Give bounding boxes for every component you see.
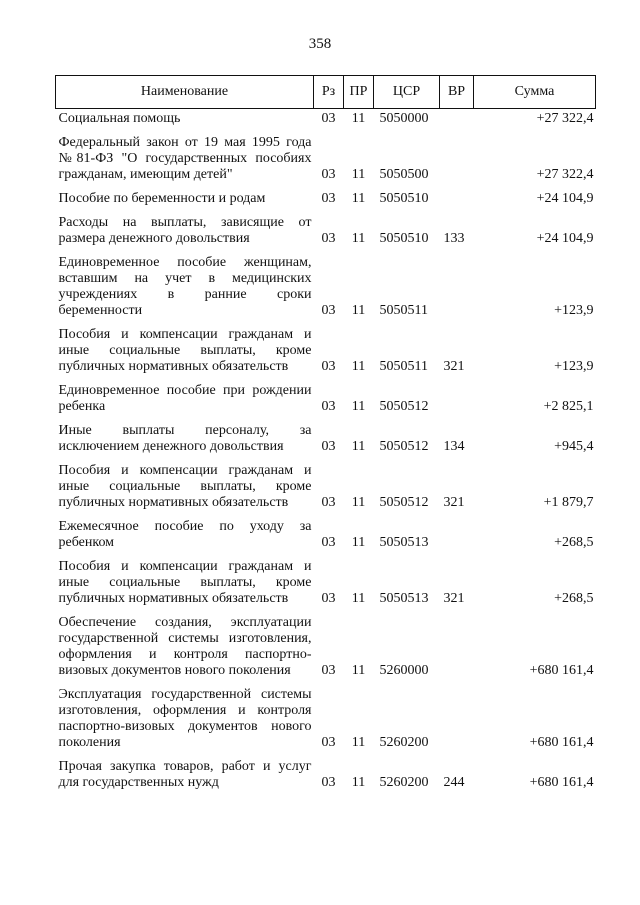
row-sum: +123,9 bbox=[554, 303, 594, 318]
table-row bbox=[56, 325, 596, 381]
header-vr: ВР bbox=[440, 76, 474, 109]
row-vr bbox=[440, 517, 474, 557]
row-vr bbox=[440, 189, 474, 213]
row-name: Эксплуатация государственной системы изготовления, оформления и контроля паспортно-визовых документов нового поколения bbox=[58, 687, 312, 750]
header-csr: ЦСР bbox=[374, 76, 440, 109]
row-pr: 11 bbox=[351, 359, 366, 374]
row-sum: +27 322,4 bbox=[536, 111, 594, 126]
table-row bbox=[56, 421, 596, 461]
table-row bbox=[56, 557, 596, 613]
row-sum: +24 104,9 bbox=[536, 231, 594, 246]
row-rz: 03 bbox=[321, 775, 336, 790]
row-csr: 5050513 bbox=[379, 535, 429, 550]
row-rz: 03 bbox=[321, 111, 336, 126]
row-rz: 03 bbox=[321, 535, 336, 550]
row-rz: 03 bbox=[321, 735, 336, 750]
header-rz: Рз bbox=[314, 76, 344, 109]
table-row bbox=[56, 757, 596, 797]
table-row bbox=[56, 253, 596, 325]
row-name: Пособия и компенсации гражданам и иные социальные выплаты, кроме публичных нормативных обязательств bbox=[58, 327, 312, 374]
row-rz: 03 bbox=[321, 663, 336, 678]
row-name: Иные выплаты персоналу, за исключением денежного довольствия bbox=[58, 423, 312, 454]
row-csr: 5050513 bbox=[379, 591, 429, 606]
row-vr: 321 bbox=[443, 495, 465, 510]
row-csr: 5050512 bbox=[379, 495, 429, 510]
row-pr: 11 bbox=[351, 303, 366, 318]
row-pr: 11 bbox=[351, 775, 366, 790]
row-sum: +2 825,1 bbox=[543, 399, 594, 414]
row-csr: 5260000 bbox=[379, 663, 429, 678]
row-name: Единовременное пособие при рождении ребенка bbox=[58, 383, 312, 414]
row-name: Пособия и компенсации гражданам и иные социальные выплаты, кроме публичных нормативных обязательств bbox=[58, 559, 312, 606]
row-name: Расходы на выплаты, зависящие от размера денежного довольствия bbox=[58, 215, 312, 246]
header-sum: Сумма bbox=[474, 76, 596, 109]
table-row bbox=[56, 133, 596, 189]
table-row bbox=[56, 613, 596, 685]
row-pr: 11 bbox=[351, 535, 366, 550]
row-name: Социальная помощь bbox=[58, 111, 181, 126]
row-rz: 03 bbox=[321, 399, 336, 414]
row-name: Федеральный закон от 19 мая 1995 года №81-ФЗ "О государственных пособиях гражданам, имеющим детей" bbox=[58, 135, 312, 182]
row-sum: +1 879,7 bbox=[543, 495, 594, 510]
row-csr: 5050512 bbox=[379, 399, 429, 414]
row-pr: 11 bbox=[351, 111, 366, 126]
row-vr bbox=[440, 133, 474, 189]
page-number: 358 bbox=[308, 36, 332, 52]
table-row bbox=[56, 685, 596, 757]
row-vr: 321 bbox=[443, 591, 465, 606]
row-rz: 03 bbox=[321, 231, 336, 246]
table-header bbox=[56, 76, 596, 109]
row-csr: 5050511 bbox=[379, 303, 428, 318]
row-pr: 11 bbox=[351, 495, 366, 510]
table-row bbox=[56, 189, 596, 213]
row-name: Пособия и компенсации гражданам и иные социальные выплаты, кроме публичных нормативных обязательств bbox=[58, 463, 312, 510]
row-vr bbox=[440, 253, 474, 325]
row-name: Прочая закупка товаров, работ и услуг для государственных нужд bbox=[58, 759, 312, 790]
row-vr bbox=[440, 381, 474, 421]
row-rz: 03 bbox=[321, 439, 336, 454]
header-row bbox=[56, 76, 596, 109]
row-rz: 03 bbox=[321, 191, 336, 206]
row-pr: 11 bbox=[351, 167, 366, 182]
row-vr: 321 bbox=[443, 359, 465, 374]
row-sum: +27 322,4 bbox=[536, 167, 594, 182]
row-vr bbox=[440, 685, 474, 757]
row-sum: +680 161,4 bbox=[529, 735, 594, 750]
row-rz: 03 bbox=[321, 359, 336, 374]
row-rz: 03 bbox=[321, 303, 336, 318]
row-name: Единовременное пособие женщинам, вставшим на учет в медицинских учреждениях в ранние сроки беременности bbox=[58, 255, 312, 318]
table-body bbox=[56, 109, 596, 798]
row-csr: 5050510 bbox=[379, 231, 429, 246]
row-rz: 03 bbox=[321, 167, 336, 182]
row-name: Обеспечение создания, эксплуатации государственной системы изготовления, оформления и контроля паспортно-визовых документов нового поколения bbox=[58, 615, 312, 678]
row-csr: 5050000 bbox=[379, 111, 429, 126]
row-pr: 11 bbox=[351, 591, 366, 606]
row-vr: 244 bbox=[443, 775, 465, 790]
row-rz: 03 bbox=[321, 495, 336, 510]
row-pr: 11 bbox=[351, 231, 366, 246]
row-csr: 5050512 bbox=[379, 439, 429, 454]
budget-table bbox=[55, 75, 596, 797]
row-sum: +123,9 bbox=[554, 359, 594, 374]
row-vr: 133 bbox=[443, 231, 465, 246]
row-name: Пособие по беременности и родам bbox=[58, 191, 266, 206]
row-sum: +268,5 bbox=[554, 591, 594, 606]
row-sum: +680 161,4 bbox=[529, 663, 594, 678]
row-pr: 11 bbox=[351, 191, 366, 206]
row-vr: 134 bbox=[443, 439, 465, 454]
table-row bbox=[56, 213, 596, 253]
row-csr: 5050511 bbox=[379, 359, 428, 374]
header-name: Наименование bbox=[56, 76, 314, 109]
row-vr bbox=[440, 613, 474, 685]
row-csr: 5050500 bbox=[379, 167, 429, 182]
row-sum: +680 161,4 bbox=[529, 775, 594, 790]
header-pr: ПР bbox=[344, 76, 374, 109]
row-pr: 11 bbox=[351, 439, 366, 454]
row-vr bbox=[440, 109, 474, 134]
row-pr: 11 bbox=[351, 663, 366, 678]
row-name: Ежемесячное пособие по уходу за ребенком bbox=[58, 519, 312, 550]
table-row bbox=[56, 517, 596, 557]
row-sum: +268,5 bbox=[554, 535, 594, 550]
row-pr: 11 bbox=[351, 399, 366, 414]
row-csr: 5260200 bbox=[379, 735, 429, 750]
table-row bbox=[56, 461, 596, 517]
row-pr: 11 bbox=[351, 735, 366, 750]
row-sum: +24 104,9 bbox=[536, 191, 594, 206]
row-csr: 5260200 bbox=[379, 775, 429, 790]
table-row bbox=[56, 381, 596, 421]
row-rz: 03 bbox=[321, 591, 336, 606]
row-csr: 5050510 bbox=[379, 191, 429, 206]
table-row bbox=[56, 109, 596, 134]
row-sum: +945,4 bbox=[554, 439, 594, 454]
